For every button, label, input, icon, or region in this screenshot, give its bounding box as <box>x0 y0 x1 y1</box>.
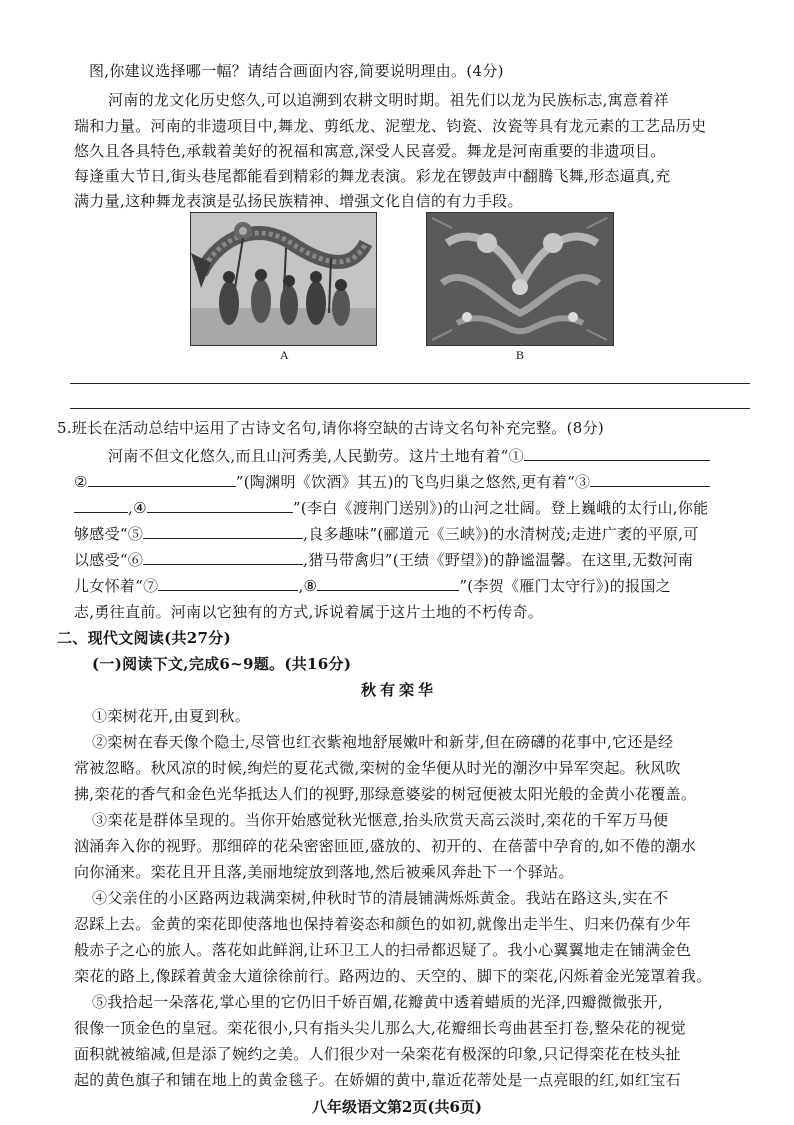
q5-line-2-text-a: ② <box>74 473 88 491</box>
article-line-10: 般赤子之心的旅人。落花如此鲜润,让环卫工人的扫帚都迟疑了。我小心翼翼地走在铺满金色 <box>74 941 692 959</box>
article-line-2: ②栾树在春天像个隐士,尽管也红衣紫袍地舒展嫩叶和新芽,但在磅礴的花事中,它还是经 <box>92 733 674 751</box>
blank-2[interactable] <box>88 470 236 487</box>
article-line-5: ③栾花是群体呈现的。当你开始感觉秋光惬意,抬头欣赏天高云淡时,栾花的千军万马便 <box>92 811 669 829</box>
q5-line-1-text: 河南不但文化悠久,而且山河秀美,人民勤劳。这片土地有着“① <box>108 447 524 465</box>
blank-5[interactable] <box>143 522 303 539</box>
article-line-7: 向你涌来。栾花且开且落,美丽地绽放到落地,然后被乘风奔赴下一个驿站。 <box>74 863 574 881</box>
page-footer: 八年级语文第2页(共6页) <box>311 1098 483 1116</box>
article-line-3: 常被忽略。秋风凉的时候,绚烂的夏花式微,栾树的金华便从时光的潮汐中异军突起。秋风吹 <box>74 759 681 777</box>
article-line-13: 很像一顶金色的皇冠。栾花很小,只有指头尖儿那么大,花瓣细长弯曲甚至打卷,整朵花的视觉 <box>74 1019 686 1037</box>
article-line-12: ⑤我拾起一朵落花,掌心里的它仍旧千娇百媚,花瓣黄中透着蜡质的光泽,四瓣微微张开, <box>92 993 664 1011</box>
blank-7[interactable] <box>158 574 298 591</box>
q4-para-line-4: 每逢重大节日,街头巷尾都能看到精彩的舞龙表演。彩龙在锣鼓声中翻腾飞舞,形态逼真,充 <box>74 167 671 185</box>
article-line-14: 面积就被缩减,但是添了婉约之美。人们很少对一朵栾花有极深的印象,只记得栾花在枝头扯 <box>74 1045 681 1063</box>
blank-6[interactable] <box>143 548 303 565</box>
q5-line-6-text-a: 儿女怀着“⑦ <box>74 577 159 595</box>
article-line-6: 汹涌奔入你的视野。那细碎的花朵密密匝匝,盛放的、初开的、在蓓蕾中孕育的,如不倦的潮水 <box>74 837 697 855</box>
q5-line-7: 志,勇往直前。河南以它独有的方式,诉说着属于这片土地的不朽传奇。 <box>74 603 544 621</box>
article-line-9: 忍踩上去。金黄的栾花即使落地也保持着姿态和颜色的如初,就像出走半生、归来仍葆有少年 <box>74 915 692 933</box>
section-2-sub: (一)阅读下文,完成6~9题。(共16分) <box>92 655 352 673</box>
dragon-dance-illustration <box>191 213 376 345</box>
q4-para-line-5: 满力量,这种舞龙表演是弘扬民族精神、增强文化自信的有力手段。 <box>74 192 523 210</box>
q5-line-4-text-b: ,良多趣味”(郦道元《三峡》)的水清树茂;走进广袤的平原,可 <box>303 525 699 543</box>
q4-para-line-2: 瑞和力量。河南的非遗项目中,舞龙、剪纸龙、泥塑龙、钧瓷、汝瓷等具有龙元素的工艺品历史 <box>74 117 707 135</box>
q5-line-5-text-a: 以感受“⑥ <box>74 551 144 569</box>
q4-para-line-3: 悠久且各具特色,承载着美好的祝福和寓意,深受人民喜爱。舞龙是河南重要的非遗项目。 <box>74 142 666 160</box>
q5-line-2-text-b: ”(陶渊明《饮酒》其五)的飞鸟归巢之悠然,更有着“③ <box>235 473 591 491</box>
q5-line-3-text-a: ,④ <box>128 499 147 517</box>
article-title: 秋有栾华 <box>361 681 438 699</box>
article-line-1: ①栾树花开,由夏到秋。 <box>92 707 251 725</box>
q5-line-3-text-b: ”(李白《渡荆门送别》)的山河之壮阔。登上巍峨的太行山,你能 <box>292 499 709 517</box>
q4-prompt-tail: 图,你建议选择哪一幅？请结合画面内容,简要说明理由。(4分) <box>89 62 504 80</box>
q4-para-line-1: 河南的龙文化历史悠久,可以追溯到农耕文明时期。祖先们以龙为民族标志,寓意着祥 <box>108 91 669 109</box>
blank-8[interactable] <box>317 574 459 591</box>
section-2-heading: 二、现代文阅读(共27分) <box>57 629 231 647</box>
image-b-dragon-carving <box>426 212 614 346</box>
q5-line-6-text-b: ,⑧ <box>298 577 318 595</box>
image-a-dragon-dance <box>190 212 377 346</box>
image-b-label: B <box>516 348 525 362</box>
blank-4[interactable] <box>147 496 293 513</box>
q5-line-6-text-c: ”(李贺《雁门太守行》)的报国之 <box>459 577 671 595</box>
q5-line-5-text-b: ,猎马带禽归”(王绩《野望》)的静谧温馨。在这里,无数河南 <box>303 551 694 569</box>
blank-3-cont[interactable] <box>74 496 128 513</box>
image-a-label: A <box>280 348 289 362</box>
dragon-carving-illustration <box>427 213 613 345</box>
blank-1[interactable] <box>524 444 710 461</box>
article-line-4: 拂,栾花的香气和金色光华抵达人们的视野,那绿意婆娑的树冠便被太阳光般的金黄小花覆盖。 <box>74 785 697 803</box>
q5-title: 5.班长在活动总结中运用了古诗文名句,请你将空缺的古诗文名句补充完整。(8分) <box>57 419 605 437</box>
article-line-8: ④父亲住的小区路两边栽满栾树,仲秋时节的清晨铺满烁烁黄金。我站在路这头,实在不 <box>92 889 669 907</box>
q5-line-4-text-a: 够感受“⑤ <box>74 525 144 543</box>
article-line-11: 栾花的路上,像踩着黄金大道徐徐前行。路两边的、天空的、脚下的栾花,闪烁着金光笼罩着我。 <box>74 967 712 985</box>
blank-3[interactable] <box>590 470 710 487</box>
article-line-15: 起的黄色旗子和铺在地上的黄金毯子。在娇媚的黄中,靠近花蒂处是一点亮眼的红,如红宝石 <box>74 1071 681 1089</box>
answer-line-1[interactable] <box>70 383 750 384</box>
answer-line-2[interactable] <box>70 408 750 409</box>
